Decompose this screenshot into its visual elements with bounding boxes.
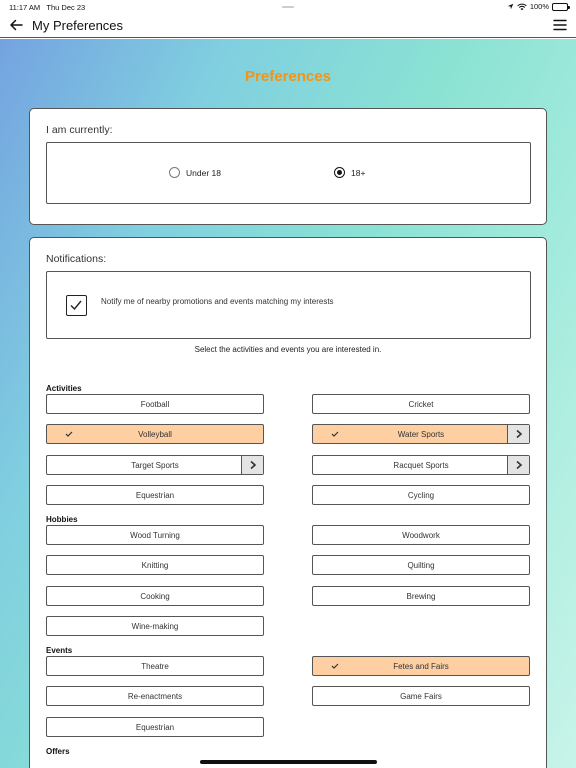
option-knitting[interactable] xyxy=(46,555,264,575)
arrow-left-icon[interactable] xyxy=(9,18,23,32)
option-cooking[interactable] xyxy=(46,586,264,606)
option-label: Knitting xyxy=(141,560,169,570)
option-label: Wood Turning xyxy=(130,530,180,540)
group-label-offers: Offers xyxy=(46,747,70,756)
option-label: Woodwork xyxy=(402,530,440,540)
status-time: 11:17 AM Thu Dec 23 xyxy=(9,3,86,12)
group-label-events: Events xyxy=(46,646,73,655)
radio-label: 18+ xyxy=(351,167,366,178)
nav-title: My Preferences xyxy=(32,18,124,33)
option-label: Theatre xyxy=(141,661,169,671)
chevron-right-icon[interactable] xyxy=(507,425,529,443)
option-football[interactable] xyxy=(46,394,264,414)
option-label: Brewing xyxy=(406,591,436,601)
age-label: I am currently: xyxy=(46,124,113,136)
nav-bar xyxy=(0,14,576,38)
option-label: Racquet Sports xyxy=(393,460,449,470)
location-icon xyxy=(507,3,514,10)
radio-circle xyxy=(169,167,180,178)
wifi-icon xyxy=(517,3,527,11)
radio-18-plus[interactable] xyxy=(334,167,365,178)
age-card xyxy=(29,108,547,225)
option-water-sports[interactable] xyxy=(312,424,530,444)
option-volleyball[interactable] xyxy=(46,424,264,444)
option-label: Quilting xyxy=(407,560,435,570)
page-title: Preferences xyxy=(245,68,331,85)
battery-icon xyxy=(552,3,568,11)
option-fetes-and-fairs[interactable] xyxy=(312,656,530,676)
option-equestrian-activity[interactable] xyxy=(46,485,264,505)
option-label: Target Sports xyxy=(131,460,179,470)
option-quilting[interactable] xyxy=(312,555,530,575)
group-label-activities: Activities xyxy=(46,384,82,393)
option-game-fairs[interactable] xyxy=(312,686,530,706)
option-wine-making[interactable] xyxy=(46,616,264,636)
option-cricket[interactable] xyxy=(312,394,530,414)
multitask-grabber xyxy=(282,6,294,8)
option-label: Equestrian xyxy=(135,490,175,500)
age-options-box xyxy=(46,142,531,204)
chevron-right-icon[interactable] xyxy=(507,456,529,474)
option-label: Water Sports xyxy=(397,429,445,439)
option-label: Cooking xyxy=(140,591,170,601)
option-target-sports[interactable] xyxy=(46,455,264,475)
notify-checkbox[interactable] xyxy=(66,295,87,316)
radio-label: Under 18 xyxy=(186,167,221,178)
battery-percent: 100% xyxy=(529,2,549,11)
radio-circle-selected xyxy=(334,167,345,178)
option-label: Re-enactments xyxy=(127,691,183,701)
checkmark-icon xyxy=(330,429,340,439)
group-label-hobbies: Hobbies xyxy=(46,515,78,524)
option-woodwork[interactable] xyxy=(312,525,530,545)
option-label: Volleyball xyxy=(138,429,172,439)
notify-label: Notify me of nearby promotions and events matching my interests xyxy=(101,297,334,306)
option-label: Game Fairs xyxy=(400,691,442,701)
checkmark-icon xyxy=(64,429,74,439)
hamburger-menu-icon[interactable] xyxy=(553,19,567,31)
option-equestrian-event[interactable] xyxy=(46,717,264,737)
option-label: Cycling xyxy=(407,490,435,500)
option-brewing[interactable] xyxy=(312,586,530,606)
option-label: Football xyxy=(140,399,170,409)
chevron-right-icon[interactable] xyxy=(241,456,263,474)
option-label: Equestrian xyxy=(135,722,175,732)
checkmark-icon xyxy=(67,296,85,314)
option-re-enactments[interactable] xyxy=(46,686,264,706)
home-indicator[interactable] xyxy=(200,760,377,764)
selection-hint: Select the activities and events you are interested in. xyxy=(194,345,382,354)
notify-box xyxy=(46,271,531,339)
option-racquet-sports[interactable] xyxy=(312,455,530,475)
option-wood-turning[interactable] xyxy=(46,525,264,545)
option-cycling[interactable] xyxy=(312,485,530,505)
checkmark-icon xyxy=(330,661,340,671)
radio-under-18[interactable] xyxy=(169,167,221,178)
option-label: Cricket xyxy=(408,399,434,409)
option-label: Fetes and Fairs xyxy=(393,661,449,671)
notifications-label: Notifications: xyxy=(46,253,107,265)
status-icons xyxy=(507,2,568,11)
option-label: Wine-making xyxy=(131,621,179,631)
status-bar xyxy=(0,0,576,14)
option-theatre[interactable] xyxy=(46,656,264,676)
